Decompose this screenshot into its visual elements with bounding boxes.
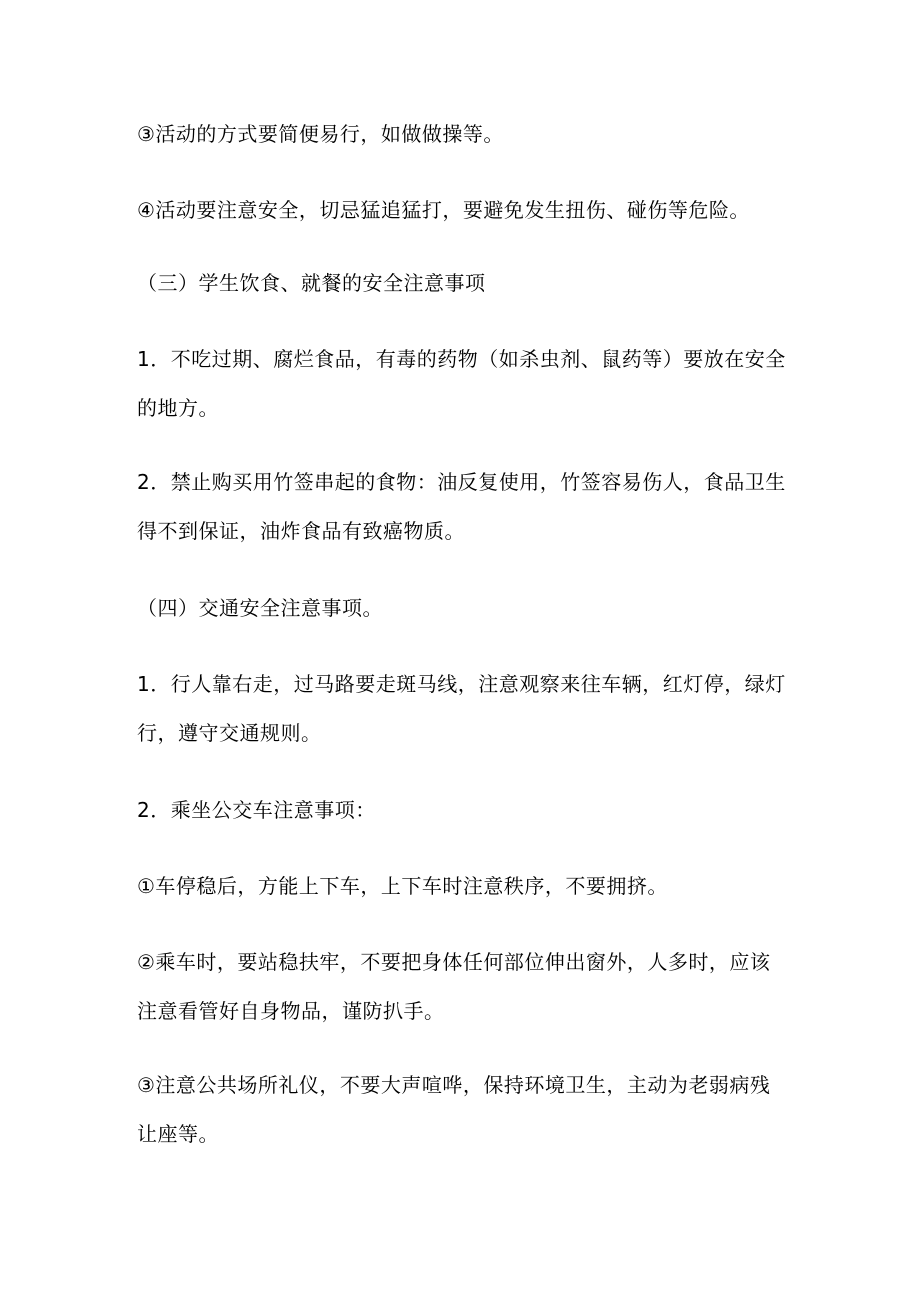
paragraph-bus-riding: ②乘车时，要站稳扶牢，不要把身体任何部位伸出窗外，人多时，应该注意看管好自身物品，谨防扒手。: [137, 950, 771, 1023]
paragraph-bus-boarding: ①车停稳后，方能上下车，上下车时注意秩序，不要拥挤。: [137, 874, 668, 898]
section-heading-food-safety: （三）学生饮食、就餐的安全注意事项: [137, 271, 486, 295]
paragraph-bus-heading: 2．乘坐公交车注意事项：: [137, 798, 376, 822]
paragraph-activity-method: ③活动的方式要简便易行，如做做操等。: [137, 122, 504, 146]
paragraph-traffic-pedestrian: 1．行人靠右走，过马路要走斑马线，注意观察来往车辆，红灯停，绿灯行，遵守交通规则。: [137, 672, 786, 745]
paragraph-bus-etiquette: ③注意公共场所礼仪，不要大声喧哗，保持环境卫生，主动为老弱病残让座等。: [137, 1073, 771, 1146]
paragraph-activity-safety: ④活动要注意安全，切忌猛追猛打，要避免发生扭伤、碰伤等危险。: [137, 198, 750, 222]
paragraph-food-skewers: 2．禁止购买用竹签串起的食物：油反复使用，竹签容易伤人，食品卫生得不到保证，油炸食品有致癌物质。: [137, 470, 786, 543]
section-heading-traffic-safety: （四）交通安全注意事项。: [137, 596, 383, 620]
paragraph-food-expired: 1．不吃过期、腐烂食品，有毒的药物（如杀虫剂、鼠药等）要放在安全的地方。: [137, 347, 786, 420]
